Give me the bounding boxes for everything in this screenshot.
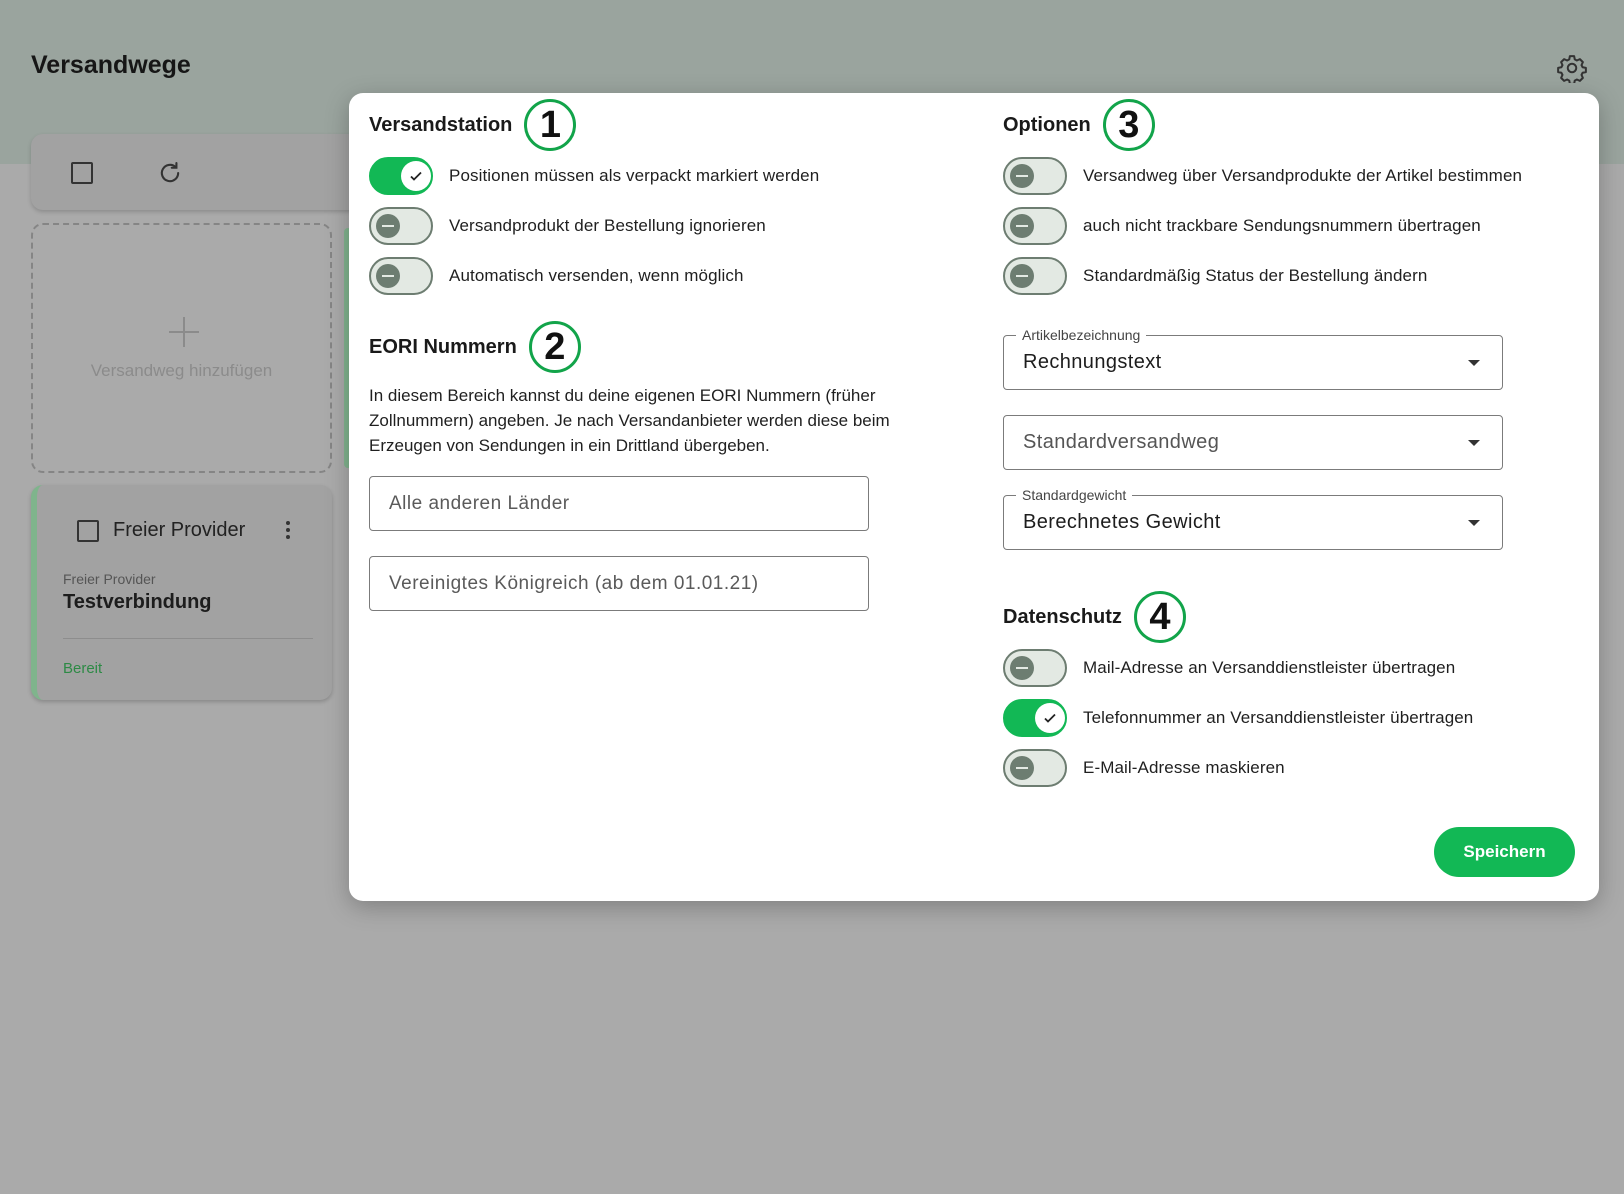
toggle-row (1003, 649, 1455, 687)
toggle-label: Telefonnummer an Versanddienstleister übertragen (1083, 708, 1474, 727)
toggle-switch[interactable] (1003, 699, 1067, 737)
toggle-label: auch nicht trackbare Sendungsnummern übertragen (1083, 216, 1481, 235)
toggle-row (1003, 257, 1427, 295)
select-value: Berechnetes Gewicht (1023, 511, 1221, 533)
chevron-down-icon (1468, 520, 1480, 526)
number-badge-4: 4 (1134, 591, 1186, 643)
toggle-row (369, 207, 766, 245)
toggle-label: Versandweg über Versandprodukte der Artikel bestimmen (1083, 166, 1523, 185)
minus-icon (1016, 225, 1028, 227)
toggle-label: Standardmäßig Status der Bestellung ändern (1083, 266, 1428, 285)
eori-description: In diesem Bereich kannst du deine eigenen EORI Nummern (früher Zollnummern) angeben. Je nach Versandanbieter werden diese beim Erzeugen von Sendungen in ein Drittland übergeben. (369, 386, 890, 455)
toggle-switch[interactable] (1003, 207, 1067, 245)
section-title-eori: EORI Nummern (369, 335, 517, 358)
toggle-row (369, 257, 744, 295)
kebab-icon[interactable] (283, 518, 293, 544)
default-shipping-method-select[interactable] (1003, 415, 1503, 470)
toggle-switch[interactable] (1003, 257, 1067, 295)
section-eori (369, 321, 581, 373)
toggle-switch[interactable] (369, 257, 433, 295)
number-badge-1: 1 (524, 99, 576, 151)
provider-name: Freier Provider (113, 519, 246, 541)
minus-icon (382, 275, 394, 277)
select-legend: Artikelbezeichnung (1016, 327, 1146, 343)
toggle-label: Automatisch versenden, wenn möglich (449, 266, 744, 285)
gear-icon[interactable] (1557, 53, 1587, 83)
check-icon (408, 168, 424, 184)
eori-other-countries-field (369, 476, 869, 531)
select-value: Rechnungstext (1023, 351, 1162, 373)
check-icon (1042, 710, 1058, 726)
toggle-switch[interactable] (1003, 649, 1067, 687)
minus-icon (1016, 767, 1028, 769)
number-badge-3: 3 (1103, 99, 1155, 151)
eori-other-countries-input[interactable] (370, 477, 868, 530)
default-weight-select[interactable] (1003, 487, 1503, 550)
section-optionen (1003, 99, 1155, 151)
toggle-switch[interactable] (1003, 749, 1067, 787)
add-shipping-method-card[interactable] (31, 223, 332, 473)
toggle-label: Positionen müssen als verpackt markiert werden (449, 166, 820, 185)
minus-icon (1016, 275, 1028, 277)
eori-uk-input[interactable] (370, 557, 868, 610)
section-title-versandstation: Versandstation (369, 113, 513, 136)
settings-dialog (349, 93, 1599, 901)
toggle-row (1003, 699, 1473, 737)
provider-checkbox[interactable] (77, 520, 99, 542)
select-all-checkbox[interactable] (71, 162, 93, 184)
section-datenschutz (1003, 591, 1186, 643)
provider-connection: Testverbindung (63, 591, 212, 613)
provider-card[interactable] (31, 485, 332, 700)
toolbar (31, 134, 381, 210)
section-versandstation (369, 99, 576, 151)
toggle-row (369, 157, 819, 195)
minus-icon (1016, 175, 1028, 177)
minus-icon (382, 225, 394, 227)
toggle-switch[interactable] (1003, 157, 1067, 195)
toggle-row (1003, 207, 1481, 245)
page-title: Versandwege (31, 51, 191, 79)
plus-icon (167, 315, 201, 349)
article-name-select[interactable] (1003, 327, 1503, 390)
section-title-optionen: Optionen (1003, 113, 1091, 136)
provider-type: Freier Provider (63, 571, 156, 587)
status-badge: Bereit (63, 660, 103, 677)
chevron-down-icon (1468, 360, 1480, 366)
select-placeholder: Standardversandweg (1023, 431, 1220, 453)
chevron-down-icon (1468, 440, 1480, 446)
number-badge-2: 2 (529, 321, 581, 373)
save-button[interactable]: Speichern (1434, 827, 1575, 877)
toggle-label: Versandprodukt der Bestellung ignorieren (449, 216, 766, 235)
toggle-switch[interactable] (369, 207, 433, 245)
select-legend: Standardgewicht (1016, 487, 1132, 503)
minus-icon (1016, 667, 1028, 669)
add-shipping-method-label: Versandweg hinzufügen (90, 361, 273, 380)
toggle-label: E-Mail-Adresse maskieren (1083, 758, 1285, 777)
toggle-switch[interactable] (369, 157, 433, 195)
divider (63, 638, 313, 639)
section-title-datenschutz: Datenschutz (1003, 605, 1122, 628)
eori-uk-field (369, 556, 869, 611)
toggle-row (1003, 157, 1522, 195)
toggle-row (1003, 749, 1285, 787)
refresh-icon[interactable] (156, 159, 184, 187)
toggle-label: Mail-Adresse an Versanddienstleister übertragen (1083, 658, 1456, 677)
